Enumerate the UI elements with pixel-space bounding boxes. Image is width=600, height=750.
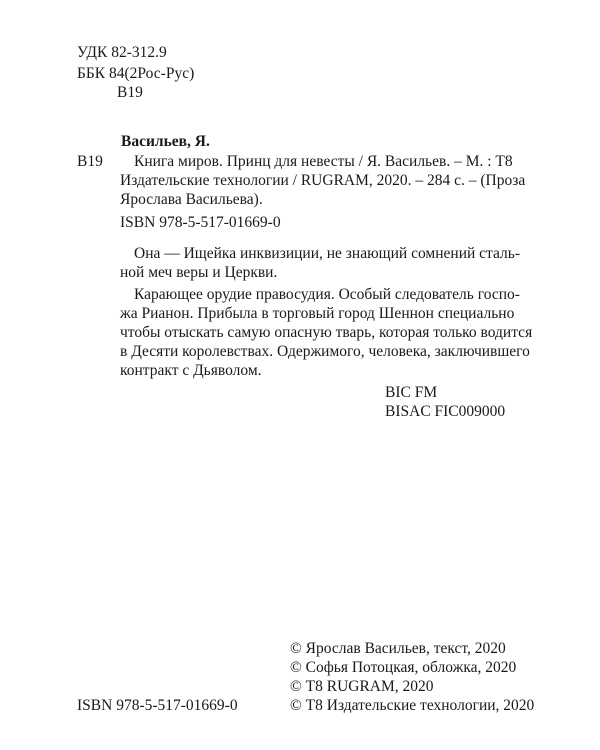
copyright-rugram: © Т8 RUGRAM, 2020 [290, 678, 434, 695]
bbk-code: ББК 84(2Рос-Рус) [77, 65, 195, 82]
udk-code: УДК 82-312.9 [77, 44, 167, 61]
entry-line-3: Ярослава Васильева). [120, 191, 263, 208]
annotation-p2-line-2: жа Рианон. Прибыла в торговый город Шеннон специально [120, 305, 515, 322]
annotation-p2-line-5: контракт с Дьяволом. [120, 362, 262, 379]
copyright-publisher: © Т8 Издательские технологии, 2020 [290, 697, 535, 714]
entry-isbn: ISBN 978-5-517-01669-0 [120, 214, 281, 231]
entry-line-1: Книга миров. Принц для невесты / Я. Васильев. – М. : Т8 [134, 153, 513, 170]
annotation-p2-line-1: Карающее орудие правосудия. Особый следователь госпо- [134, 286, 520, 303]
author-heading: Васильев, Я. [121, 133, 210, 150]
footer-isbn: ISBN 978-5-517-01669-0 [77, 697, 238, 714]
annotation-p1-line-1: Она — Ищейка инквизиции, не знающий сомнений сталь- [134, 245, 520, 262]
entry-mark: В19 [77, 153, 103, 170]
annotation-p2-line-4: в Десяти королевствах. Одержимого, человека, заключившего [120, 343, 530, 360]
bic-code: BIC FM [385, 384, 438, 401]
annotation-p1-line-2: ной меч веры и Церкви. [120, 264, 278, 281]
entry-line-2: Издательские технологии / RUGRAM, 2020. – 284 с. – (Проза [120, 172, 526, 189]
author-mark: В19 [117, 84, 143, 101]
copyright-cover: © Софья Потоцкая, обложка, 2020 [290, 659, 517, 676]
annotation-p2-line-3: чтобы отыскать самую опасную тварь, которая только водится [120, 324, 533, 341]
bisac-code: BISAC FIC009000 [385, 403, 506, 420]
copyright-text-author: © Ярослав Васильев, текст, 2020 [290, 640, 506, 657]
